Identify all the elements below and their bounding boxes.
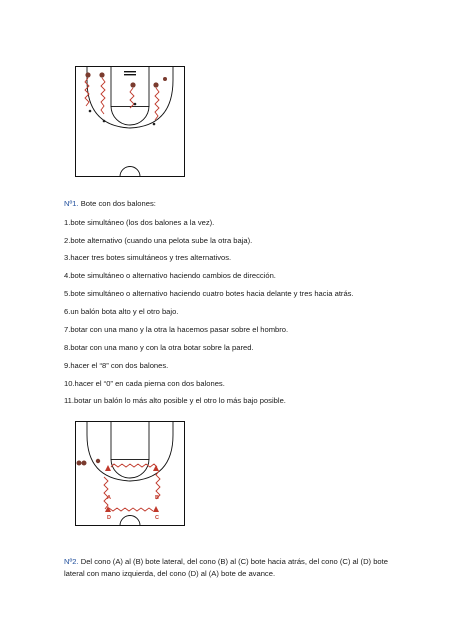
list-item: 5.bote simultáneo o alternativo haciendo cuatro botes hacia delante y tres hacia atrás. [64,289,354,298]
list-item: 3.hacer tres botes simultáneos y tres alternativos. [64,253,232,262]
section1-number: Nº1. [64,199,79,208]
svg-text:B: B [155,495,159,501]
svg-text:C: C [155,515,159,521]
svg-text:D: D [107,515,111,521]
list-item: 11.botar un balón lo más alto posible y el otro lo más bajo posible. [64,396,286,405]
svg-text:A: A [107,495,111,501]
list-item: 7.botar con una mano y la otra la hacemos pasar sobre el hombro. [64,325,289,334]
court-diagram-2 [75,421,185,526]
list-item: 8.botar con una mano y con la otra botar sobre la pared. [64,343,254,352]
section2-paragraph [64,556,394,579]
section1-heading: Bote con dos balones: [80,199,156,208]
list-item: 9.hacer el “8” con dos balones. [64,361,169,370]
list-item: 2.bote alternativo (cuando una pelota sube la otra baja). [64,236,253,245]
section1-title [64,199,156,209]
section2-number: Nº2. [64,557,79,566]
section2-text: Del cono (A) al (B) bote lateral, del cono (B) al (C) bote hacia atrás, del cono (C) al (D) bote lateral con mano izquierda, del cono (D) al (A) bote de avance. [64,557,388,578]
court-diagram-1 [75,66,185,177]
list-item: 1.bote simultáneo (los dos balones a la vez). [64,218,215,227]
list-item: 10.hacer el “0” en cada pierna con dos balones. [64,379,225,388]
list-item: 4.bote simultáneo o alternativo haciendo cambios de dirección. [64,271,276,280]
list-item: 6.un balón bota alto y el otro bajo. [64,307,179,316]
